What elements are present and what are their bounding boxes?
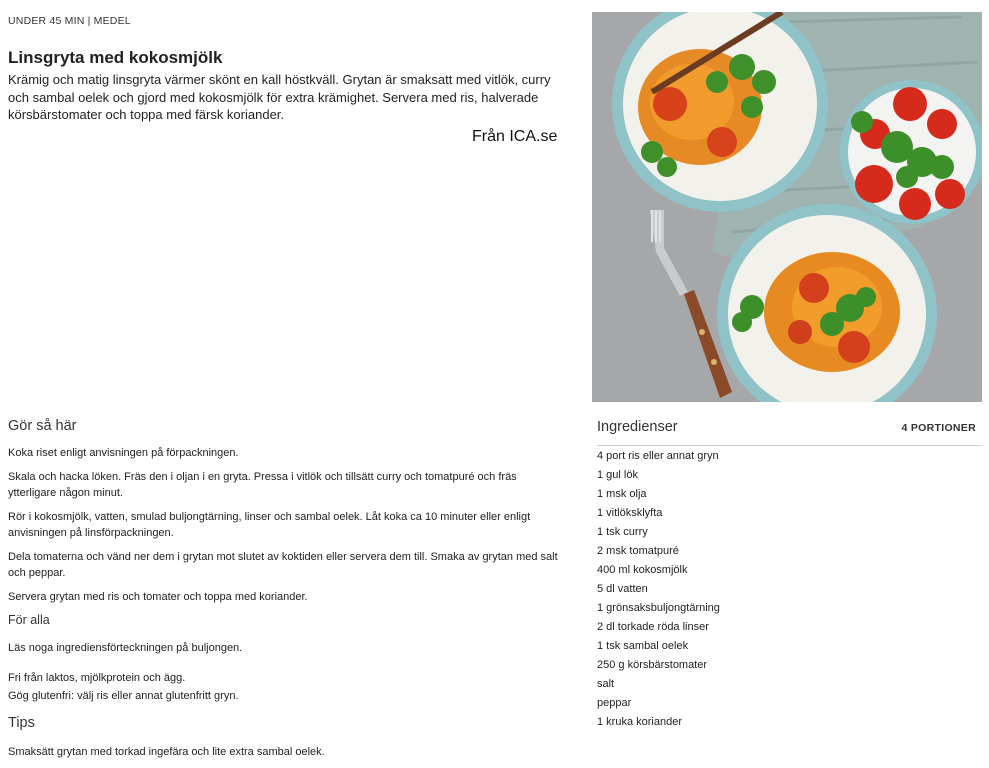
ingredient-item: 4 port ris eller annat gryn xyxy=(597,450,719,462)
ingredient-item: 1 gul lök xyxy=(597,469,638,481)
ingredient-item: 5 dl vatten xyxy=(597,583,648,595)
instruction-step: Koka riset enligt anvisningen på förpackningen. xyxy=(8,447,239,459)
for-all-note: Fri från laktos, mjölkprotein och ägg. xyxy=(8,672,186,684)
ingredients-header xyxy=(597,418,982,446)
ingredients-heading: Ingredienser xyxy=(597,419,678,435)
tips-heading: Tips xyxy=(8,715,35,731)
instruction-step: Rör i kokosmjölk, vatten, smulad buljongtärning, linser och sambal oelek. Låt koka ca 10 minuter eller enligt anvisningen på linsförpackningen. xyxy=(8,511,531,539)
recipe-source: Från ICA.se xyxy=(472,128,558,145)
ingredient-item: 1 tsk sambal oelek xyxy=(597,640,689,652)
ingredient-item: salt xyxy=(597,678,615,690)
ingredient-item: 2 msk tomatpuré xyxy=(597,545,679,557)
for-all-note: Läs noga ingrediensförteckningen på buljongen. xyxy=(8,642,243,654)
ingredient-list xyxy=(597,447,720,732)
ingredient-item: peppar xyxy=(597,697,632,709)
ingredient-item: 1 tsk curry xyxy=(597,526,648,538)
tips-text: Smaksätt grytan med torkad ingefära och lite extra sambal oelek. xyxy=(8,746,325,758)
for-all-note: Gög glutenfri: välj ris eller annat glutenfritt gryn. xyxy=(8,690,239,702)
ingredient-item: 2 dl torkade röda linser xyxy=(597,621,709,633)
recipe-intro: Krämig och matig linsgryta värmer skönt en kall höstkväll. Grytan är smaksatt med vitlök, curry och sambal oelek och gjord med kokosmjölk för extra krämighet. Servera med ris, halverade körsbärstomater och toppa med färsk koriander. xyxy=(8,72,551,122)
instruction-step: Servera grytan med ris och tomater och toppa med koriander. xyxy=(8,591,308,603)
ingredient-item: 1 msk olja xyxy=(597,488,647,500)
instruction-step: Dela tomaterna och vänd ner dem i grytan mot slutet av koktiden eller servera dem till. Smaka av grytan med salt och peppar. xyxy=(8,551,558,579)
instructions-heading: Gör så här xyxy=(8,418,77,434)
instruction-step: Skala och hacka löken. Fräs den i oljan i en gryta. Pressa i vitlök och tillsätt curry och tomatpuré och fräs ytterligare någon minut. xyxy=(8,471,517,499)
ingredient-item: 1 kruka koriander xyxy=(597,716,682,728)
ingredient-item: 1 grönsaksbuljongtärning xyxy=(597,602,720,614)
for-all-heading: För alla xyxy=(8,613,50,627)
recipe-title: Linsgryta med kokosmjölk xyxy=(8,48,223,67)
portions-label[interactable]: 4 PORTIONER xyxy=(901,422,976,434)
ingredient-item: 250 g körsbärstomater xyxy=(597,659,708,671)
ingredient-item: 400 ml kokosmjölk xyxy=(597,564,688,576)
recipe-photo xyxy=(592,12,982,402)
recipe-photo-illustration xyxy=(592,12,982,402)
recipe-meta: UNDER 45 MIN | MEDEL xyxy=(8,15,131,27)
ingredient-item: 1 vitlöksklyfta xyxy=(597,507,663,519)
